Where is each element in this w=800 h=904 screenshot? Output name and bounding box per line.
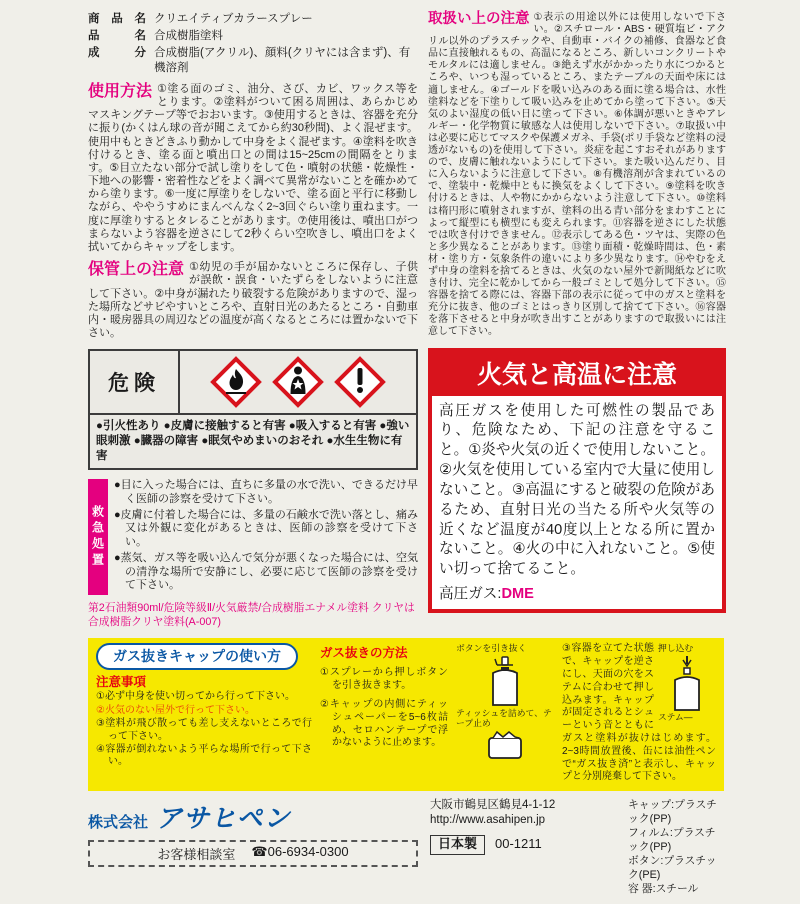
spec-value: クリエイティブカラースプレー <box>154 13 313 25</box>
ghs-health-hazard-icon <box>273 357 323 407</box>
handling-heading: 取扱い上の注意 <box>428 11 530 27</box>
storage-section <box>88 261 418 340</box>
first-aid-item: ●皮膚に付着した場合には、多量の石鹸水で洗い落とし、痛み又は外観に変化があるときは、医師の診察を受けて下さい。 <box>114 508 418 548</box>
danger-table <box>88 349 418 470</box>
spec-value: 合成樹脂(アクリル)、顔料(クリヤには含まず)、有機溶剤 <box>154 46 411 74</box>
left-column <box>88 12 418 629</box>
step-item: ②キャップの内側にティッシュペーパーを5~6枚詰め、セロハンテープで浮かないように止めます。 <box>320 698 448 749</box>
step-item: ③容器を立てた状態で、キャップを逆さにし、天面の穴をステムに合わせて押し込みます。キャップが固定されるとシューという音とともにガスと塗料が抜けはじめます。2~3時間放置後、缶には油性ペンで“ガス抜き済”と表示し、キャップと分別廃棄して下さい。 <box>562 643 716 783</box>
first-aid-heading: 救急処置 <box>88 479 108 595</box>
cap-tissue-illustration <box>456 730 554 760</box>
danger-signal-word: 危険 <box>90 351 180 413</box>
spec-row-product-name <box>88 12 418 27</box>
gas-release-step3-column <box>562 643 716 784</box>
storage-heading: 保管上の注意 <box>88 261 185 279</box>
product-code: 00-1211 <box>495 836 542 852</box>
asahipen-logo <box>88 798 418 835</box>
note-item: ④容器が倒れないよう平らな場所で行って下さい。 <box>96 743 312 768</box>
footer <box>88 798 724 896</box>
support-label: お客様相談室 <box>157 847 236 863</box>
right-column <box>428 12 726 629</box>
regulatory-classification: 第2石油類90ml/危険等級Ⅱ/火気厳禁/合成樹脂エナメル塗料 クリヤは合成樹脂クリヤ塗料(A-007) <box>88 602 415 628</box>
handling-section <box>428 12 726 339</box>
material-item: 容 器:スチール <box>628 883 699 896</box>
notes-heading: 注意事項 <box>96 675 147 690</box>
spec-key: 成分 <box>88 46 146 59</box>
spec-value: 合成樹脂塗料 <box>154 29 223 42</box>
materials-list <box>628 798 724 896</box>
pull-button-callout: ボタンを引き抜く <box>456 643 527 654</box>
fire-warning-title: 火気と高温に注意 <box>432 352 722 396</box>
support-phone-box <box>88 840 418 867</box>
spray-can-pull-illustration <box>456 655 554 707</box>
hazard-statements: ●引火性あり ●皮膚に接触すると有害 ●吸入すると有害 ●強い眼刺激 ●臓器の障害 ●眠気やめまいのおそれ ●水生生物に有害 <box>96 420 410 463</box>
handling-text: ①表示の用途以外には使用しないで下さい。②スチロール・ABS・硬質塩ビ・アクリル以外のプラスチックや、自動車・バイクの補修、食器など食品に直接触れるもの、高温になるところ、新しいコンクリートやモルタルには適しません。③絶えず水がかかったり水につかるところや、いつも湿っているところ、またテーブルの天面や床には適しません。④ゴールドを吸い込みのある面に塗る場合は、水性塗料などを下塗りして吸い込みを止めてから塗って下さい。⑤天気のよい湿度の低い日に塗って下さい。⑥体調が悪いときやアレルギー・化学物質に敏感な人は使用しないで下さい。⑦取扱い中は必要に応じてマスクや保護メガネ、手袋(ポリ手袋など塗料の浸透がないもの)を使用して下さい。炎症を起こすおそれがありますので、皮膚に触れないようにして下さい。また吸い込んだり、目に入らないように注意して下さい。⑧有機溶剤が含まれているので、塗装中・乾燥中ともに換気をよくして下さい。⑨塗料を吹き付けるときは、人や物にかからないよう注意して下さい。⑩塗料は楕円形に噴射されますが、塗料の出る青い部分をまわすことによって縦型にも横型にも変えられます。⑪容器を逆さにした状態では吹き付けできません。⑫表示してある色・ツヤは、実際の色と多少異なることがあります。⑬塗り面積・乾燥時間は、色・素材・塗り方・気象条件の違いにより多少異なります。⑭やむをえず中身の塗料を捨てるときは、火気のない屋外で新聞紙などに吹き付け、完全に乾かしてから一般ゴミとして処分して下さい。⑮容器を捨てる際には、容器下部の表示に従って中のガスと塗料を充分に抜き、他のゴミとはっきり区別して捨てて下さい。⑯容器を落下させると中身が吹き出すことがありますので取扱いには注意して下さい。 <box>428 12 726 338</box>
fire-warning-text: 高圧ガスを使用した可燃性の製品であり、危険なため、下記の注意を守ること。①炎や火気の近くで使用しないこと。②火気を使用している室内で大量に使用しないこと。③高温にすると破裂の危険があるため、直射日光の当たる所や火気等の近くなど温度が40度以上となる所に置かないこと。④火の中に入れないこと。⑤使い切って捨てること。 <box>439 402 715 578</box>
propellant-type: DME <box>501 586 534 603</box>
gas-release-steps-column <box>320 643 448 784</box>
company-name: アサヒペン <box>156 803 291 834</box>
propellant-label: 高圧ガス: <box>439 586 502 603</box>
spec-row-category <box>88 29 418 44</box>
usage-heading: 使用方法 <box>88 82 153 100</box>
spec-row-ingredients <box>88 46 418 76</box>
tissue-callout: ティッシュを詰めて、テープ止め <box>456 707 552 729</box>
fire-warning-box <box>428 348 726 614</box>
step-item: ①スプレーから押しボタンを引き抜きます。 <box>320 667 448 692</box>
ghs-flame-icon <box>211 357 261 407</box>
gas-release-cap-band <box>88 638 724 791</box>
support-phone: ☎06-6934-0300 <box>251 844 349 860</box>
usage-section <box>88 83 418 254</box>
note-item-outdoor-warning: ②火気のない屋外で行って下さい。 <box>96 704 255 716</box>
material-item: キャップ:プラスチック(PP) <box>628 799 717 826</box>
ghs-pictograms <box>180 351 416 413</box>
spec-key: 品名 <box>88 29 146 42</box>
material-item: ボタン:プラスチック(PE) <box>628 855 717 882</box>
company-prefix: 株式会社 <box>88 814 149 832</box>
gas-cap-notes-column <box>96 643 312 784</box>
first-aid-section <box>88 479 418 595</box>
illustration-column <box>456 643 554 784</box>
storage-text: ①幼児の手が届かないところに保存し、子供が誤飲・誤食・いたずらをしないように注意して下さい。②中身が漏れたり破裂する危険がありますので、湿った場所などサビやすいところや、直射日光のあたるところ・自動車内・暖房器具の周辺などの温度が高くなるところには置かないで下さい。 <box>88 261 418 340</box>
first-aid-item: ●目に入った場合には、直ちに多量の水で洗い、できるだけ早く医師の診察を受けて下さい。 <box>114 479 418 505</box>
propellant-line <box>432 582 722 609</box>
usage-text: ①塗る面のゴミ、油分、さび、カビ、ワックス等をとります。②塗料がついて困る周囲は、あらかじめマスキングテープ等でおおいます。③使用するときは、容器を充分に振り(かくはん球の音が聞こえてから約30秒間)、よく混ぜます。使用中もときどきふり動かして中身をよく混ぜます。④塗料を吹き付けるとき、塗る面と噴出口との間は15~25cmの間隔をとります。⑤目立たない部分で試し塗りをして色・噴射の状態・乾燥性・下地への影響・密着性などをよく調べて異常がないことを確かめてから塗ります。⑥一度に厚塗りをしないで、塗る面と平行に移動しながら、ややうすめにまんべんなく2~3回ぐらい塗り重ねます。一度に厚塗りするとタレることがあります。⑦使用後は、噴出口がつまらないよう容器を逆さにして2秒くらい空吹きし、噴出口をよく拭いてからキャップをします。 <box>88 82 418 253</box>
company-address: 大阪市鶴見区鶴見4-1-12 <box>430 799 556 812</box>
note-item: ①必ず中身を使い切ってから行って下さい。 <box>96 691 295 703</box>
method-heading: ガス抜きの方法 <box>320 646 408 661</box>
spec-table <box>88 12 418 76</box>
made-in-japan-badge: 日本製 <box>430 835 485 855</box>
first-aid-item: ●蒸気、ガス等を吸い込んで気分が悪くなった場合には、空気の清浄な場所で安静にし、必要に応じて医師の診察を受けて下さい。 <box>114 552 418 591</box>
spec-key: 商品名 <box>88 13 146 25</box>
material-item: フィルム:プラスチック(PP) <box>628 827 716 854</box>
ghs-exclamation-icon <box>335 357 385 407</box>
stem-callout: ステム― <box>658 711 693 722</box>
push-illustration-block <box>658 643 716 722</box>
can-stem-illustration <box>658 654 716 712</box>
gas-cap-title: ガス抜きキャップの使い方 <box>96 643 298 670</box>
company-url: http://www.asahipen.jp <box>430 814 546 827</box>
push-callout: 押し込む <box>658 643 694 654</box>
note-item: ③塗料が飛び散っても差し支えないところで行って下さい。 <box>96 718 312 742</box>
